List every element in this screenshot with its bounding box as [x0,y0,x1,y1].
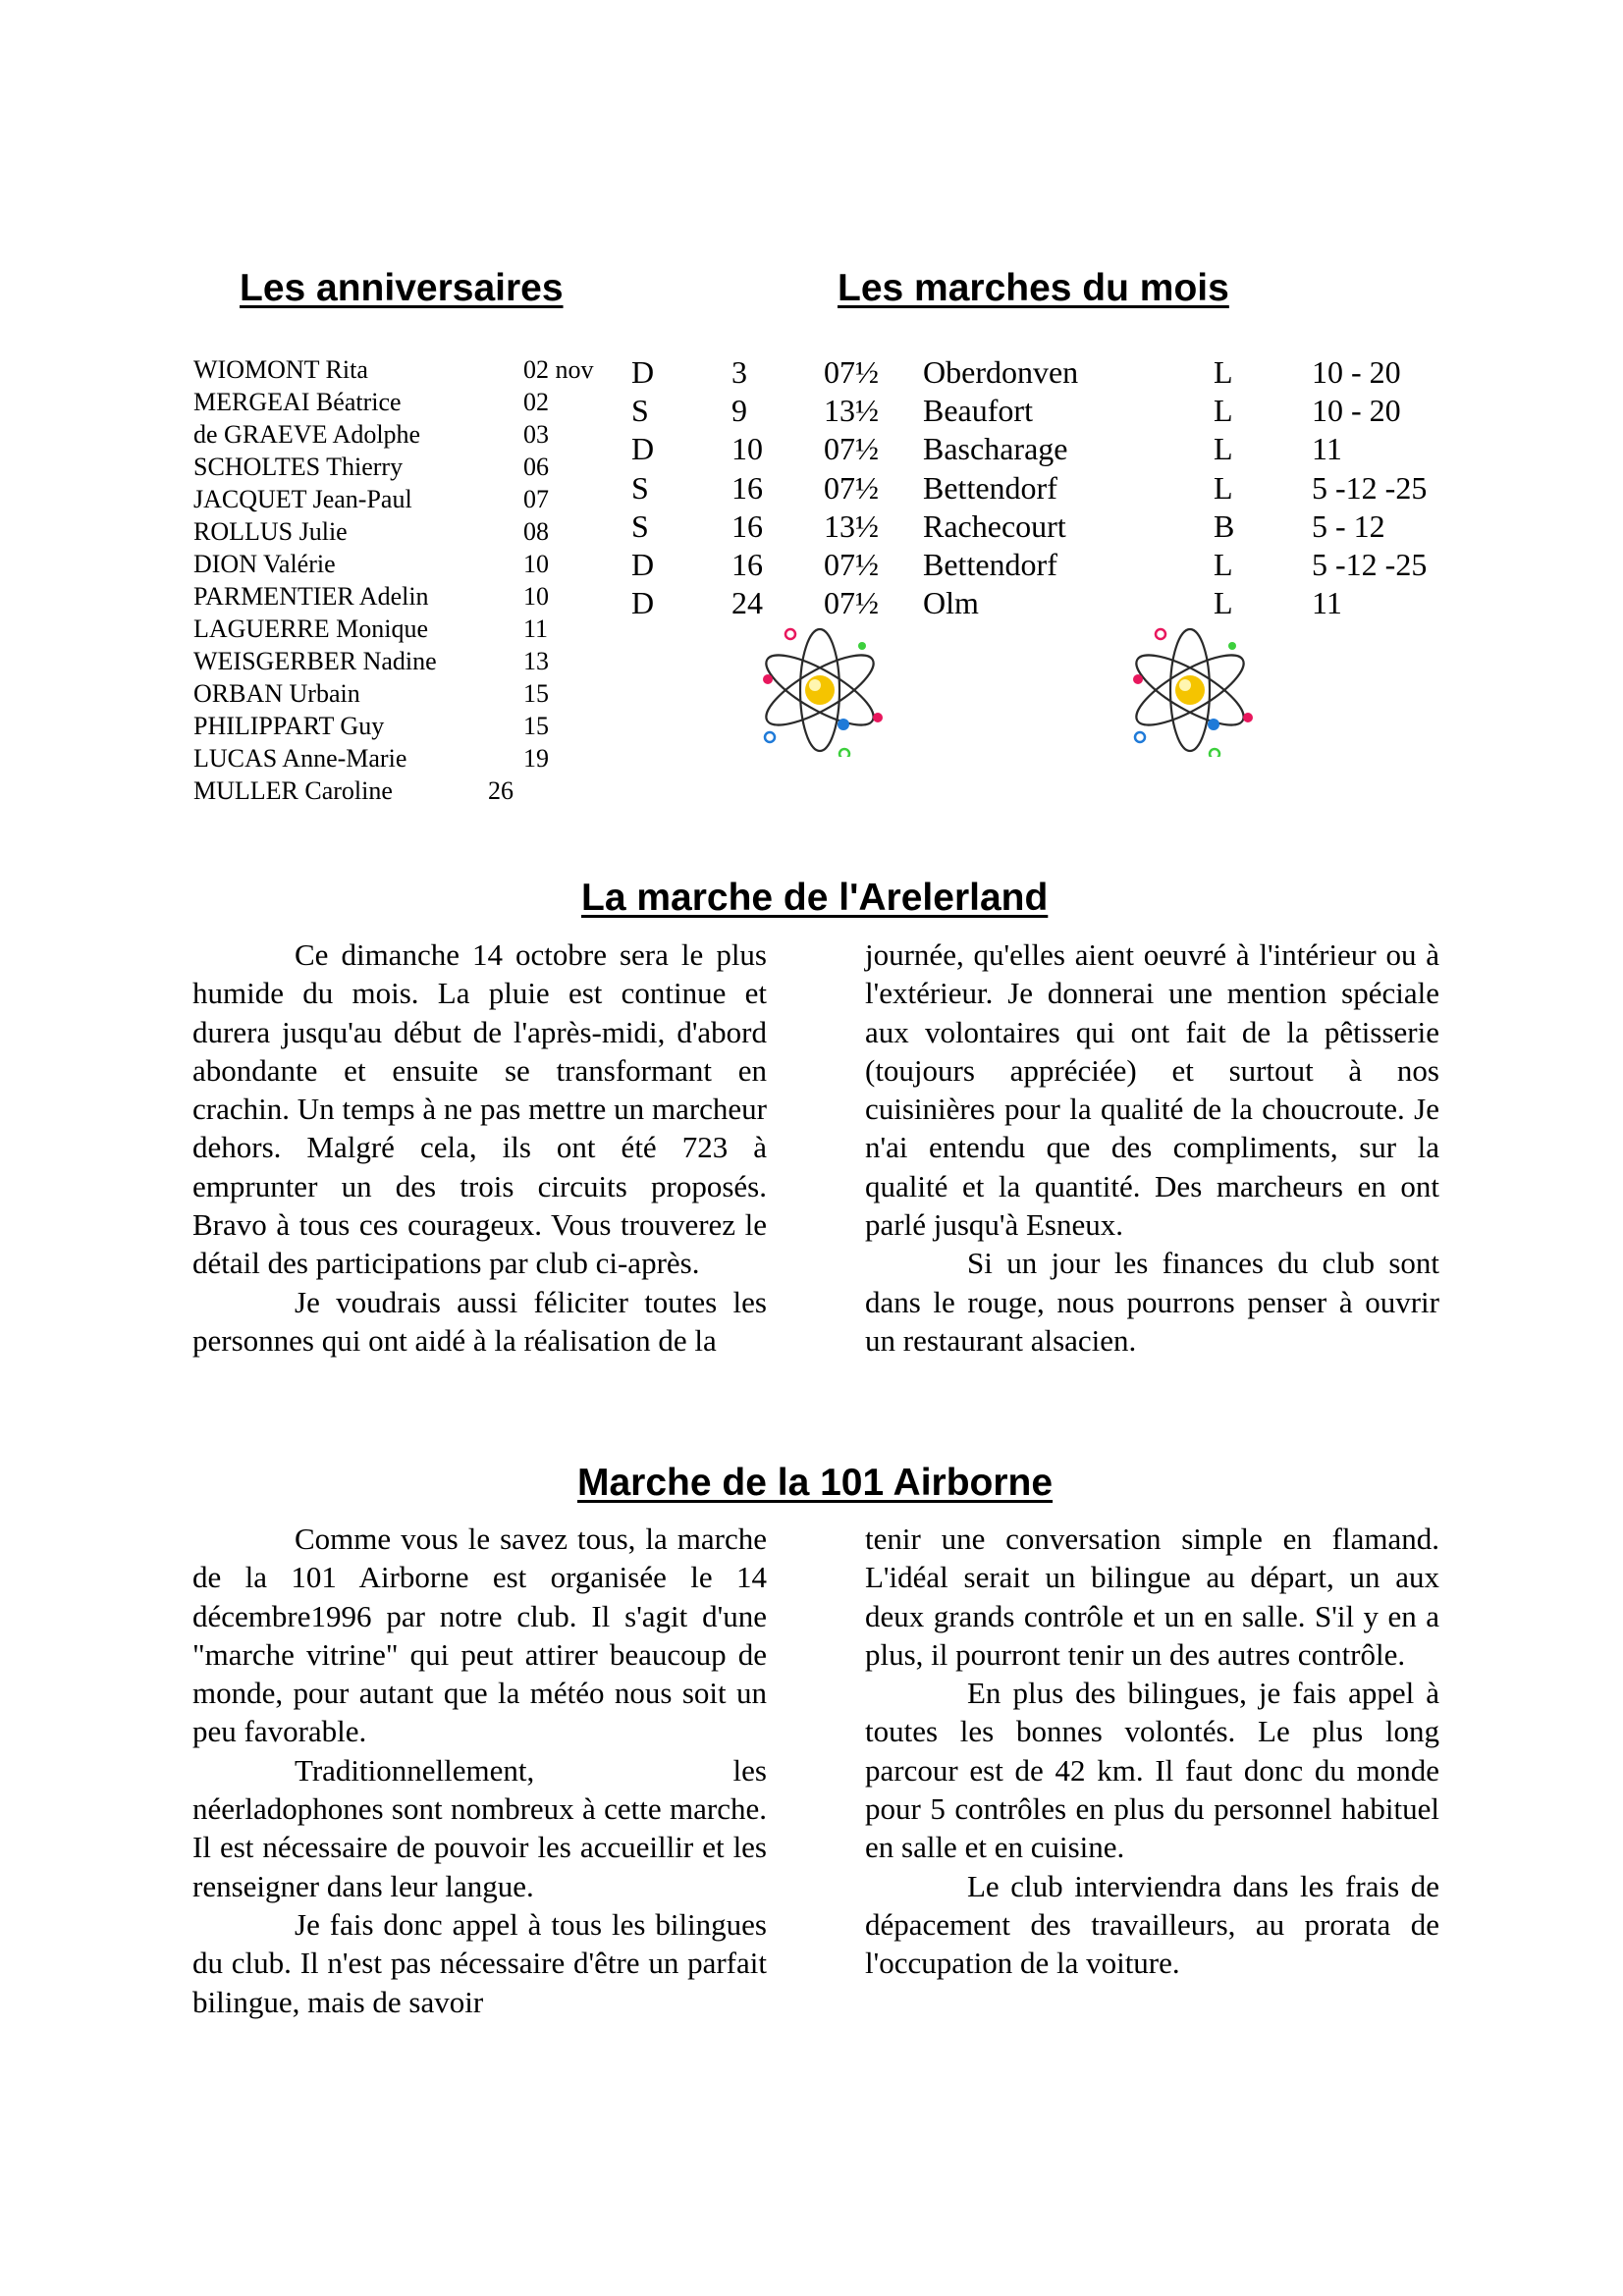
birthday-name: ROLLUS Julie [193,517,348,546]
march-distances: 11 [1312,585,1342,621]
march-distances: 10 - 20 [1312,393,1401,429]
march-type: L [1214,431,1233,467]
paragraph: Je voudrais aussi féliciter toutes les personnes qui ont aidé à la réalisation de la [192,1284,767,1358]
birthday-day: 10 [523,582,549,611]
march-distances: 5 - 12 [1312,507,1385,544]
birthday-name: de GRAEVE Adolphe [193,420,421,449]
arelerland-right-column [865,935,1439,1360]
march-type: L [1214,585,1233,621]
paragraph: tenir une conversation simple en flamand. L'idéal serait un bilingue au départ, un aux deux grands contrôle et un en salle. S'il y en a plus, il pourront tenir un des autres contrôle. [865,1522,1439,1672]
birthday-day: 26 [488,776,514,805]
march-day: S [631,393,649,429]
march-date: 3 [731,354,747,390]
paragraph: Comme vous le savez tous, la marche de la 101 Airborne est organisée le 14 décembre1996 par notre club. Il s'agit d'une "marche vitrine" qui peut attirer beaucoup de monde, pour autant que la météo nous soit un peu favorable. [192,1522,767,1749]
march-time: 13½ [824,507,879,544]
birthday-day: 19 [523,744,549,773]
march-time: 07½ [824,431,879,467]
march-place: Olm [923,585,979,621]
march-place: Bascharage [923,431,1068,467]
march-date: 16 [731,469,763,506]
birthday-row [193,353,606,386]
march-place: Rachecourt [923,507,1066,544]
birthday-name: MERGEAI Béatrice [193,388,402,416]
birthday-row [193,774,606,807]
paragraph: Le club interviendra dans les frais de dépacement des travailleurs, au prorata de l'occupation de la voiture. [865,1868,1439,1981]
march-time: 13½ [824,393,879,429]
paragraph: En plus des bilingues, je fais appel à toutes les bonnes volontés. Le plus long parcour est de 42 km. Il faut donc du monde pour 5 contrôles en plus du personnel habituel en salle et en cuisine. [865,1676,1439,1865]
march-place: Bettendorf [923,546,1057,582]
arelerland-left-column [192,935,767,1360]
birthday-name: SCHOLTES Thierry [193,453,404,481]
birthday-list [193,353,606,807]
paragraph: Je fais donc appel à tous les bilingues du club. Il n'est pas nécessaire d'être un parfait bilingue, mais de savoir [192,1906,767,2019]
march-date: 24 [731,585,763,621]
march-date: 16 [731,546,763,582]
march-date: 16 [731,507,763,544]
birthday-day: 10 [523,550,549,578]
birthday-row [193,613,606,645]
birthday-row [193,451,606,483]
birthday-name: JACQUET Jean-Paul [193,485,412,513]
march-date: 10 [731,431,763,467]
birthday-name: MULLER Caroline [193,776,393,805]
march-place: Oberdonven [923,354,1079,390]
birthday-day: 11 [523,614,549,643]
march-distances: 11 [1312,431,1342,467]
march-day: D [631,431,655,467]
birthday-row [193,483,606,515]
birthday-row [193,515,606,548]
march-time: 07½ [824,585,879,621]
paragraph: Traditionnellement, les néerladophones sont nombreux à cette marche. Il est nécessaire de pouvoir les accueillir et les renseigner dans leur langue. [192,1752,767,1903]
march-distances: 5 -12 -25 [1312,469,1428,506]
birthday-day: 13 [523,647,549,675]
birthday-day: 06 [523,453,549,481]
airborne-title: Marche de la 101 Airborne [577,1462,1054,1504]
birthday-row [193,418,606,451]
march-distances: 5 -12 -25 [1312,546,1428,582]
birthday-name: WIOMONT Rita [193,355,368,384]
paragraph: journée, qu'elles aient oeuvré à l'intérieur ou à l'extérieur. Je donnerai une mention spéciale aux volontaires qui ont fait de la pêtisserie (toujours appréciée) et surtout à nos cuisinières pour la qualité de la choucroute. Je n'ai entendu que des compliments, sur la qualité et la quantité. Des marcheurs en ont parlé jusqu'à Esneux. [865,937,1439,1243]
birthday-name: PARMENTIER Adelin [193,582,429,611]
march-distances: 10 - 20 [1312,354,1401,390]
birthday-day: 03 [523,420,549,449]
birthday-name: DION Valérie [193,550,336,578]
march-place: Bettendorf [923,469,1057,506]
march-date: 9 [731,393,747,429]
march-day: D [631,546,655,582]
march-type: L [1214,546,1233,582]
atom-icon [1124,624,1257,757]
march-type: L [1214,469,1233,506]
birthday-row [193,548,606,580]
birthday-row [193,677,606,710]
march-type: L [1214,393,1233,429]
march-day: D [631,585,655,621]
march-type: L [1214,354,1233,390]
march-time: 07½ [824,546,879,582]
march-day: S [631,469,649,506]
birthday-row [193,710,606,742]
birthday-day: 15 [523,712,549,740]
paragraph: Ce dimanche 14 octobre sera le plus humide du mois. La pluie est continue et durera jusqu'au début de l'après-midi, d'abord abondante et ensuite se transformant en crachin. Un temps à ne pas mettre un marcheur dehors. Malgré cela, ils ont été 723 à emprunter un des trois circuits proposés. Bravo à tous ces courageux. Vous trouverez le détail des participations par club ci-après. [192,937,767,1281]
march-day: S [631,507,649,544]
birthday-row [193,742,606,774]
birthday-name: ORBAN Urbain [193,679,360,708]
march-time: 07½ [824,469,879,506]
birthdays-title: Les anniversaires [240,267,564,309]
airborne-left-column [192,1520,767,2021]
march-place: Beaufort [923,393,1033,429]
birthday-name: LUCAS Anne-Marie [193,744,407,773]
birthday-day: 15 [523,679,549,708]
arelerland-title: La marche de l'Arelerland [581,877,1049,919]
march-type: B [1214,507,1235,544]
march-time: 07½ [824,354,879,390]
birthday-name: LAGUERRE Monique [193,614,429,643]
birthday-day: 02 [523,388,549,416]
birthday-row [193,645,606,677]
paragraph: Si un jour les finances du club sont dans le rouge, nous pourrons penser à ouvrir un restaurant alsacien. [865,1246,1439,1358]
airborne-right-column [865,1520,1439,1983]
birthday-name: PHILIPPART Guy [193,712,385,740]
birthday-day: 08 [523,517,549,546]
birthday-day: 07 [523,485,549,513]
marches-title: Les marches du mois [838,267,1229,309]
march-day: D [631,354,655,390]
birthday-name: WEISGERBER Nadine [193,647,437,675]
atom-icon [754,624,887,757]
birthday-row [193,580,606,613]
birthday-row [193,386,606,418]
birthday-day: 02 nov [523,355,594,384]
